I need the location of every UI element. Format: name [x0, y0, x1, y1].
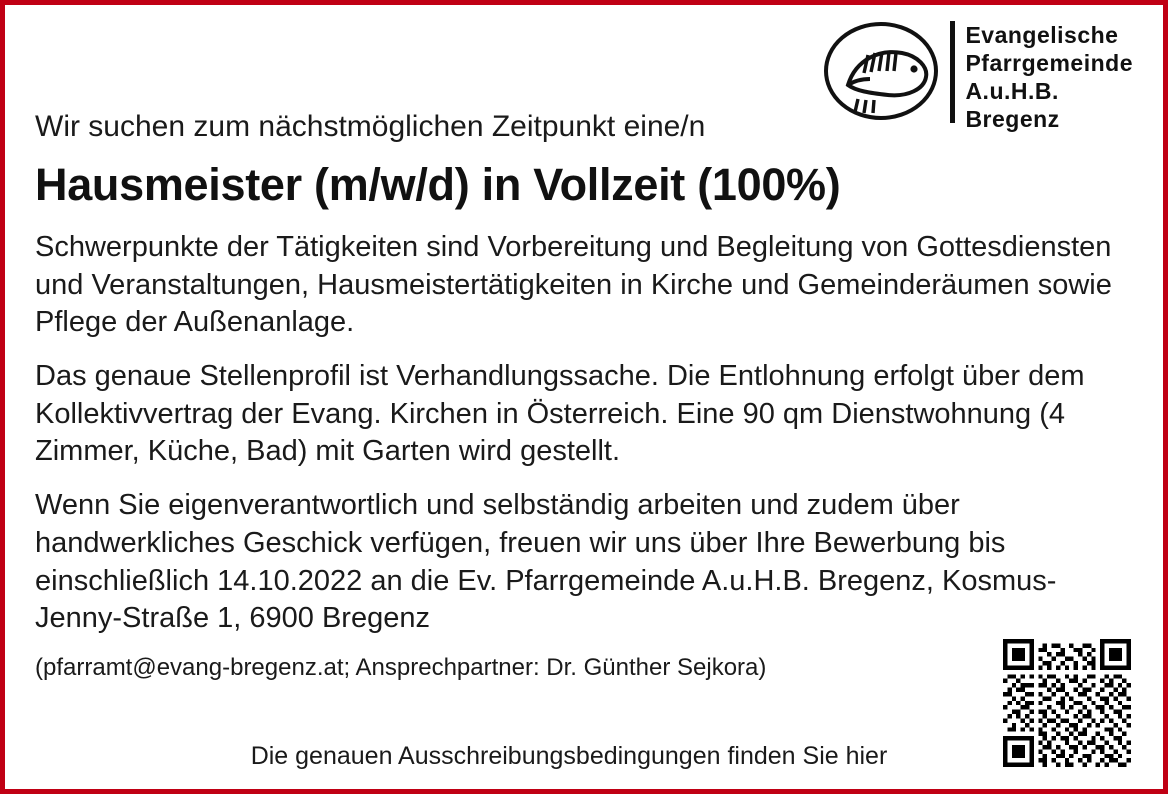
body-copy	[35, 229, 1120, 638]
organization-logo	[822, 19, 1133, 133]
logo-text-line-4: Bregenz	[965, 106, 1060, 133]
logo-text-line-2: Pfarrgemeinde	[965, 50, 1133, 77]
logo-text	[965, 19, 1133, 133]
page-title: Hausmeister (m/w/d) in Vollzeit (100%)	[35, 159, 841, 210]
logo-divider	[950, 21, 955, 123]
footer-note: Die genauen Ausschreibungsbedingungen finden Sie hier	[250, 742, 888, 770]
qr-code-icon[interactable]	[1003, 639, 1131, 767]
logo-text-line-1: Evangelische	[965, 22, 1119, 48]
paragraph-1: Schwerpunkte der Tätigkeiten sind Vorbereitung und Begleitung von Gottesdiensten und Veranstaltungen, Hausmeistertätigkeiten in Kirche und Gemeinderäumen sowie Pflege der Außenanlage.	[35, 231, 1112, 339]
kicker-text: Wir suchen zum nächstmöglichen Zeitpunkt eine/n	[35, 110, 706, 143]
fish-in-circle-logo-icon	[822, 19, 940, 123]
paragraph-3: Wenn Sie eigenverantwortlich und selbständig arbeiten und zudem über handwerkliches Geschick verfügen, freuen wir uns über Ihre Bewerbung bis einschließlich 14.10.2022 an die Ev. Pfarrgemeinde A.u.H.B. Bregenz, Kosmus-Jenny-Straße 1, 6900 Bregenz	[35, 489, 1057, 635]
contact-note: (pfarramt@evang-bregenz.at; Ansprechpartner: Dr. Günther Sejkora)	[35, 653, 767, 681]
paragraph-2: Das genaue Stellenprofil ist Verhandlungssache. Die Entlohnung erfolgt über dem Kollektivvertrag der Evang. Kirchen in Österreich. Eine 90 qm Dienstwohnung (4 Zimmer, Küche, Bad) mit Garten wird gestellt.	[35, 360, 1085, 468]
logo-text-line-3: A.u.H.B.	[965, 78, 1059, 105]
